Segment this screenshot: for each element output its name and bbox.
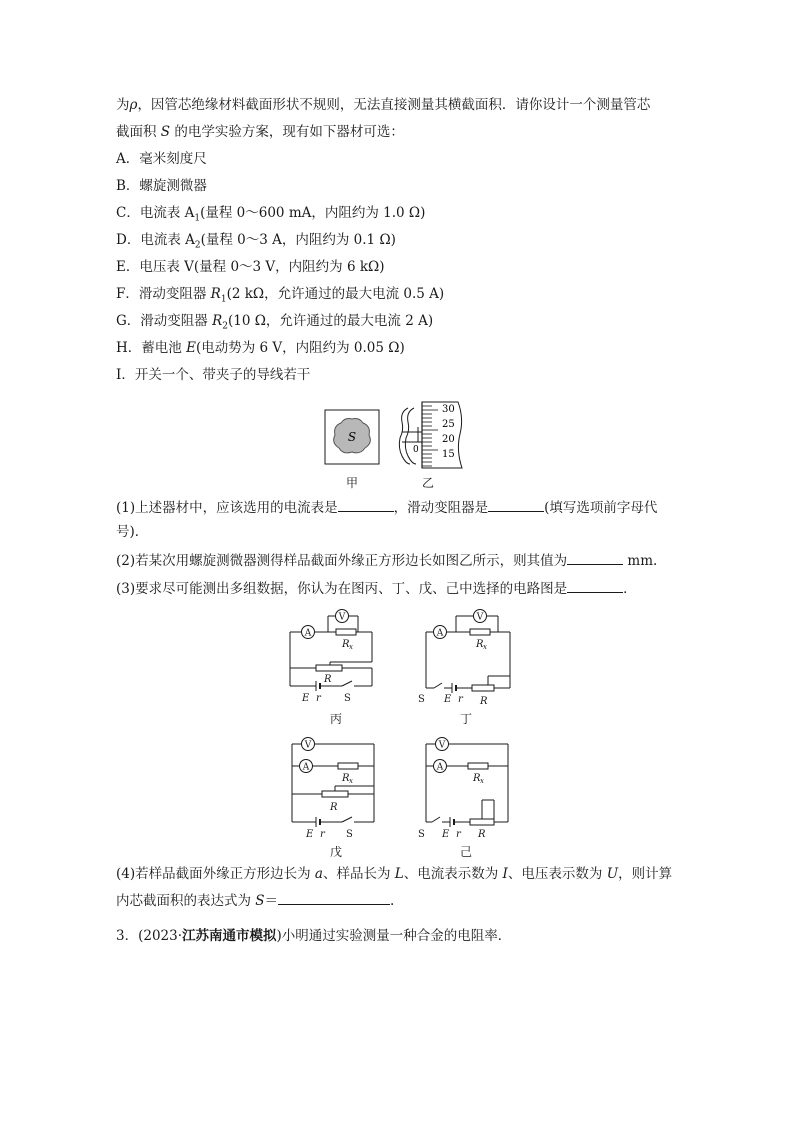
variable: U [606, 866, 619, 882]
rx-sub: x [480, 777, 484, 785]
caption-yi: 乙 [422, 476, 435, 490]
question-3 [116, 578, 637, 599]
s-variable: S [160, 124, 171, 140]
question-text: (4)若样品截面外缘正方形边长为 [116, 866, 315, 882]
option-g [116, 311, 433, 337]
rho-symbol: ρ [129, 97, 138, 113]
caption-ji: 己 [460, 845, 473, 859]
switch-label: S [346, 829, 353, 840]
option-text: D．电流表 A [116, 232, 195, 248]
intro-line-1 [116, 95, 650, 115]
variable: S [255, 893, 265, 909]
caption-bing: 丙 [330, 712, 343, 726]
internal-r-label: r [320, 829, 325, 840]
rheostat-label: R [480, 696, 488, 707]
e-variable: E [186, 340, 196, 356]
answer-blank[interactable] [567, 550, 623, 565]
option-text: H．蓄电池 [116, 340, 187, 356]
option-text: (电动势为 6 V，内阻约为 0.05 Ω) [195, 340, 405, 356]
emf-label: E [306, 829, 314, 840]
r-variable: R [212, 313, 223, 329]
option-text: (量程 0～600 mA，内阻约为 1.0 Ω) [200, 205, 426, 221]
question-text: (2)若某次用螺旋测微器测得样品截面外缘正方形边长如图乙所示，则其值为 [116, 553, 568, 569]
option-d [116, 230, 396, 256]
question-text: (1)上述器材中，应该选用的电流表是 [116, 500, 338, 516]
r-variable: R [210, 286, 221, 302]
option-b: B．螺旋测微器 [116, 178, 207, 194]
answer-blank[interactable] [338, 497, 394, 512]
resistor-rx [336, 629, 356, 635]
voltmeter-label: V [304, 740, 312, 751]
voltmeter-label: V [476, 612, 484, 623]
intro-text: 的电学实验方案，现有如下器材可选： [170, 124, 404, 140]
question-1-cont: 号)． [116, 524, 149, 540]
rheostat-label: R [478, 829, 486, 840]
problem-source: 江苏南通市模拟 [182, 928, 277, 944]
question-text: 内芯截面积的表达式为 [116, 893, 256, 909]
thimble-label-30: 30 [442, 404, 455, 415]
option-text: (量程 0～3 A，内阻约为 0.1 Ω) [200, 232, 396, 248]
option-i: I．开关一个、带夹子的导线若干 [116, 367, 311, 383]
question-text: mm. [623, 553, 658, 569]
subscript: 1 [194, 213, 201, 224]
answer-blank[interactable] [278, 890, 390, 905]
emf-label: E [442, 829, 450, 840]
thimble-label-25: 25 [442, 419, 455, 430]
question-text: . [390, 893, 395, 909]
question-text: ＝ [264, 893, 279, 909]
question-text: ，滑动变阻器是 [393, 500, 489, 516]
micrometer-frame-edge [405, 408, 416, 464]
switch-label: S [344, 693, 351, 704]
emf-label: E [444, 694, 452, 705]
option-text: (10 Ω，允许通过的最大电流 2 A) [227, 313, 434, 329]
circuit-diagrams [280, 602, 530, 857]
question-text: (填写选项前字母代 [544, 500, 658, 516]
problem-3 [116, 926, 511, 946]
rheostat [322, 791, 348, 797]
subscript: 2 [194, 240, 201, 251]
answer-blank[interactable] [567, 578, 623, 593]
question-text: 、样品长为 [322, 866, 395, 882]
caption-wu: 戊 [330, 845, 343, 859]
switch [432, 817, 440, 822]
thimble-label-20: 20 [442, 434, 455, 445]
rheostat [316, 665, 342, 671]
rheostat [472, 685, 494, 691]
question-text: 、电流表示数为 [403, 866, 503, 882]
question-text: ，则计算 [618, 866, 673, 882]
intro-text: ，因管芯绝缘材料截面形状不规则，无法直接测量其横截面积．请你设计一个测量管芯 [137, 97, 651, 113]
internal-r-label: r [456, 829, 461, 840]
rheostat-label: R [330, 802, 338, 813]
question-text: (3)要求尽可能测出多组数据，你认为在图丙、丁、戊、己中选择的电路图是 [116, 581, 568, 597]
intro-text: 为 [116, 97, 130, 113]
answer-blank[interactable] [488, 497, 544, 512]
rheostat-label: R [324, 674, 332, 685]
question-2 [116, 550, 657, 571]
circuit-ding [418, 610, 510, 708]
switch [342, 681, 352, 686]
rx-label: R [473, 773, 481, 784]
problem-prefix: 3．(2023· [116, 928, 183, 944]
rx-label: R [342, 773, 350, 784]
ammeter-label: A [304, 628, 312, 639]
voltmeter-label: V [438, 740, 446, 751]
sample-label: S [347, 430, 357, 444]
switch [434, 683, 442, 688]
intro-text: 截面积 [116, 124, 161, 140]
problem-text: )小明通过实验测量一种合金的电阻率． [276, 928, 512, 944]
option-text: F．滑动变阻器 [116, 286, 211, 302]
circuit-ji [418, 738, 508, 841]
option-c [116, 203, 425, 229]
circuit-wu [292, 738, 374, 841]
voltmeter-label: V [338, 612, 346, 623]
resistor-rx [470, 629, 490, 635]
caption-ding: 丁 [460, 712, 473, 726]
ammeter-label: A [302, 762, 310, 773]
question-1 [116, 497, 657, 518]
question-4-cont [116, 890, 394, 911]
option-f [116, 284, 444, 310]
variable: I [502, 866, 508, 882]
resistor-rx [338, 763, 358, 769]
option-e: E．电压表 V(量程 0～3 V，内阻约为 6 kΩ) [116, 259, 385, 275]
switch-label: S [418, 829, 425, 840]
rx-label: R [342, 639, 350, 650]
question-text: ． [623, 581, 637, 597]
main-scale-zero: 0 [413, 445, 419, 455]
emf-label: E [302, 693, 310, 704]
internal-r-label: r [316, 693, 321, 704]
thimble-label-15: 15 [442, 449, 455, 460]
option-text: G．滑动变阻器 [116, 313, 213, 329]
intro-line-2 [116, 122, 404, 142]
question-4 [116, 864, 672, 884]
micrometer-frame [399, 408, 410, 464]
caption-jia: 甲 [346, 476, 359, 490]
resistor-rx [468, 763, 488, 769]
ammeter-label: A [436, 628, 444, 639]
option-a: A．毫米刻度尺 [116, 151, 207, 167]
switch-label: S [418, 694, 425, 705]
rheostat [470, 819, 494, 825]
option-h [116, 338, 405, 358]
rx-sub: x [349, 643, 353, 651]
internal-r-label: r [458, 694, 463, 705]
variable: a [314, 866, 323, 882]
option-text: C．电流表 A [116, 205, 195, 221]
switch [342, 817, 352, 822]
rx-sub: x [349, 777, 353, 785]
rx-sub: x [483, 643, 487, 651]
circuit-bing [290, 610, 372, 705]
figure-sample-micrometer [318, 398, 468, 470]
question-text: 、电压表示数为 [507, 866, 607, 882]
rx-label: R [476, 639, 484, 650]
subscript: 1 [220, 294, 227, 305]
ammeter-label: A [436, 762, 444, 773]
subscript: 2 [222, 321, 228, 332]
option-text: (2 kΩ，允许通过的最大电流 0.5 A) [226, 286, 445, 302]
variable: L [394, 866, 404, 882]
